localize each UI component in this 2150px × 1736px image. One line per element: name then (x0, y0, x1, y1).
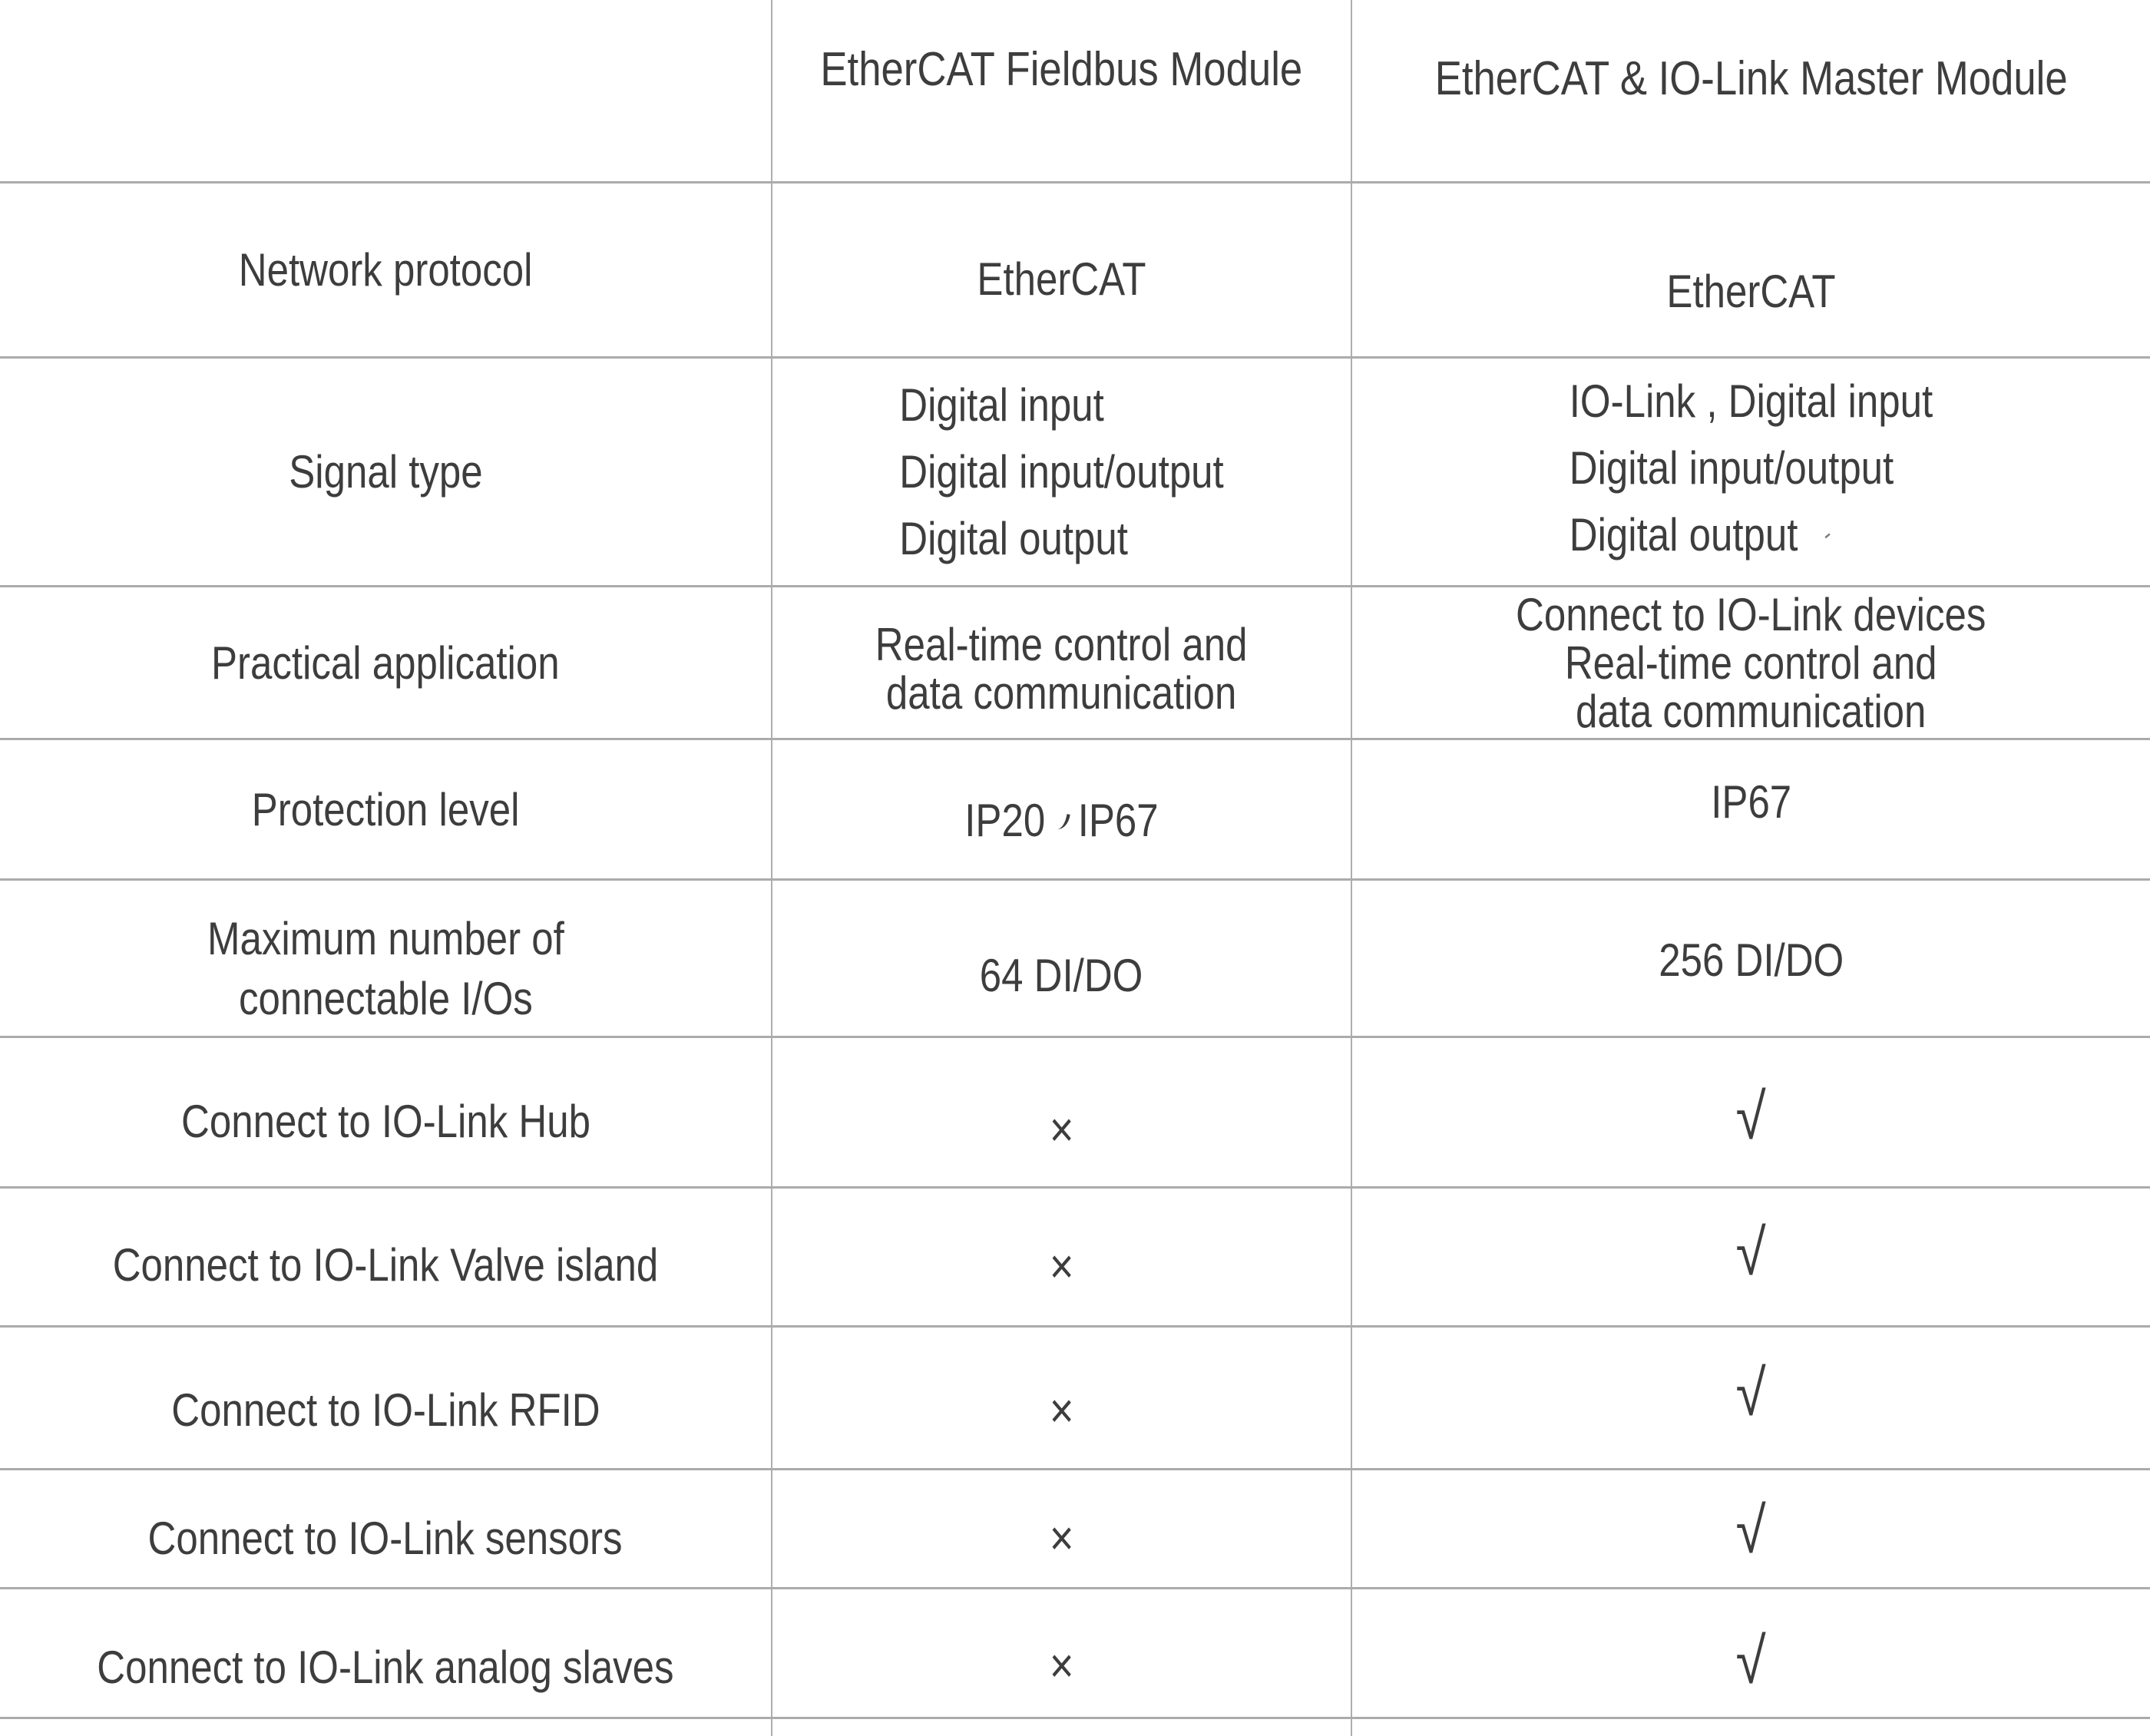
row-label: Connect to IO-Link Hub (180, 1096, 590, 1147)
cross-mark: × (1049, 1638, 1074, 1693)
row-connect-hub-fieldbus-value (772, 1038, 1351, 1186)
row-practical-application-iolink-value (1352, 587, 2150, 738)
cell-value: IP20 IP67 (964, 794, 1159, 846)
row-label: Connect to IO-Link RFID (170, 1384, 600, 1436)
cell-value-text: Digital output (1569, 509, 1798, 560)
row-connect-rfid-fieldbus-value (772, 1328, 1351, 1468)
cell-value-line: data communication (886, 667, 1237, 719)
row-practical-application-label (0, 587, 771, 738)
row-connect-analog-slaves-fieldbus-value (772, 1589, 1351, 1717)
cross-mark: × (1049, 1382, 1074, 1438)
row-connect-hub-label (0, 1038, 771, 1186)
row-connect-hub-iolink-value (1352, 1038, 2150, 1186)
cell-value-line: Connect to IO-Link devices (1516, 588, 1986, 640)
check-mark: √ (1735, 1080, 1767, 1152)
column-header-label: EtherCAT Fieldbus Module (820, 42, 1303, 96)
stray-scan-mark: - (1817, 520, 1837, 550)
row-connect-rfid-iolink-value (1352, 1328, 2150, 1468)
row-network-protocol-label (0, 184, 771, 356)
row-label: Signal type (288, 446, 483, 498)
cell-value-line (1570, 501, 1835, 576)
row-network-protocol-iolink-value (1352, 184, 2150, 356)
row-label: Protection level (251, 783, 520, 835)
cross-mark: × (1049, 1510, 1074, 1566)
cell-value-line: Digital output (899, 513, 1128, 564)
row-max-connectable-ios-iolink-value (1352, 881, 2150, 1036)
row-connect-analog-slaves-iolink-value (1352, 1589, 2150, 1717)
row-divider-bottom (0, 1717, 2150, 1719)
cell-value-line: Digital input (899, 379, 1104, 431)
cell-value: 256 DI/DO (1659, 934, 1844, 986)
row-max-connectable-ios-fieldbus-value (772, 881, 1351, 1036)
cell-value-line: Real-time control and (875, 619, 1248, 670)
cell-value: EtherCAT (977, 253, 1146, 305)
row-label: Network protocol (238, 244, 533, 296)
row-connect-analog-slaves-label (0, 1589, 771, 1717)
row-max-connectable-ios-label (0, 881, 771, 1036)
row-label: Practical application (211, 637, 560, 689)
row-protection-level-fieldbus-value (772, 740, 1351, 878)
row-connect-sensors-label (0, 1470, 771, 1587)
row-connect-valve-island-label (0, 1189, 771, 1325)
row-connect-valve-island-iolink-value (1352, 1189, 2150, 1325)
check-mark: √ (1735, 1624, 1767, 1697)
check-mark: √ (1735, 1357, 1767, 1429)
row-label-line: connectable I/Os (238, 973, 533, 1024)
check-mark: √ (1735, 1493, 1767, 1566)
row-connect-valve-island-fieldbus-value (772, 1189, 1351, 1325)
row-connect-sensors-iolink-value (1352, 1470, 2150, 1587)
cell-value-line: Digital input/output (899, 446, 1224, 498)
row-signal-type-label (0, 359, 771, 585)
column-header-label: EtherCAT & IO-Link Master Module (1434, 51, 2068, 105)
cross-mark: × (1049, 1101, 1074, 1157)
cross-mark: × (1049, 1238, 1074, 1294)
cell-value: EtherCAT (1666, 266, 1836, 317)
row-protection-level-label (0, 740, 771, 878)
row-network-protocol-fieldbus-value (772, 184, 1351, 356)
cell-value-line: IO-Link , Digital input (1569, 375, 1933, 427)
column-header-fieldbus-module (772, 0, 1351, 181)
cell-value: 64 DI/DO (980, 949, 1143, 1001)
check-mark: √ (1735, 1215, 1767, 1288)
row-signal-type-iolink-value (1352, 359, 2150, 585)
cell-value-line: Digital input/output (1569, 442, 1894, 494)
row-practical-application-fieldbus-value (772, 587, 1351, 738)
cell-value-line: data communication (1576, 685, 1927, 737)
column-header-iolink-master-module (1352, 0, 2150, 181)
row-label: Connect to IO-Link Valve island (112, 1238, 659, 1291)
row-label: Connect to IO-Link analog slaves (97, 1641, 674, 1693)
row-label: Connect to IO-Link sensors (148, 1512, 623, 1564)
row-label-line: Maximum number of (207, 913, 564, 964)
row-signal-type-fieldbus-value (772, 359, 1351, 585)
row-protection-level-iolink-value (1352, 740, 2150, 878)
row-connect-sensors-fieldbus-value (772, 1470, 1351, 1587)
cell-value: IP67 (1711, 775, 1791, 828)
cell-value-line: Real-time control and (1565, 637, 1937, 689)
row-connect-rfid-label (0, 1328, 771, 1468)
